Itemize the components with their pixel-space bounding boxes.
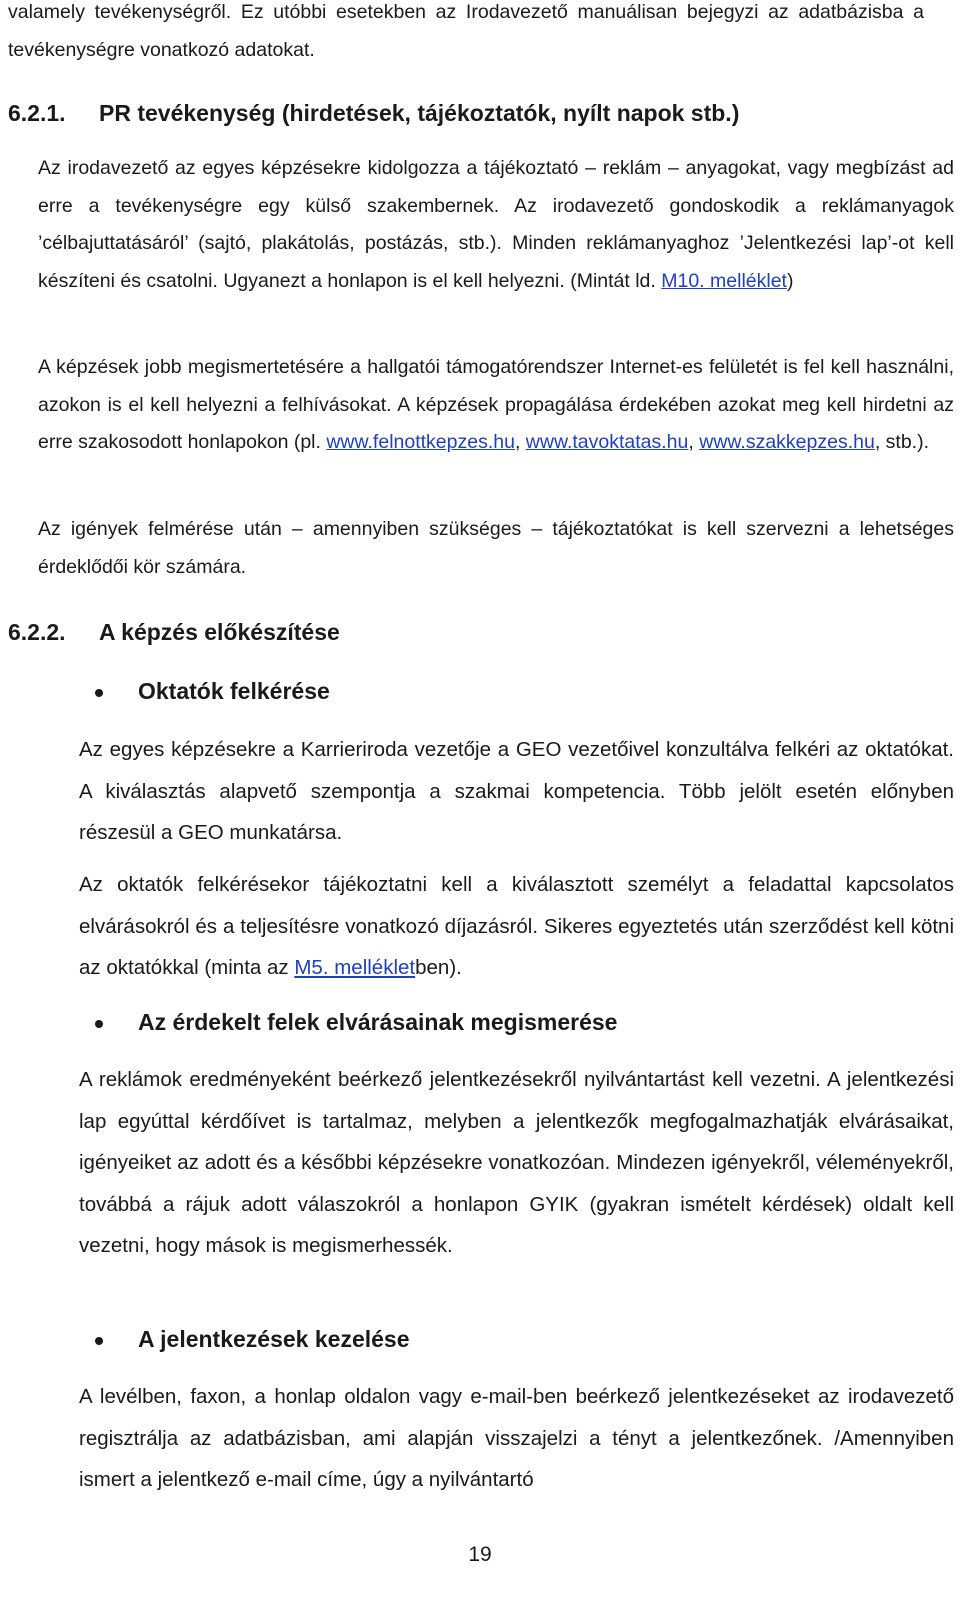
szakkepzes-link[interactable]: www.szakkepzes.hu bbox=[699, 431, 875, 453]
oktatok-paragraph-1: Az egyes képzésekre a Karrieriroda vezetője a GEO vezetőivel konzultálva felkéri az oktatókat. A kiválasztás alapvető szempontja a szakmai kompetencia. Több jelölt esetén előnyben részesül a GEO munkatársa. bbox=[79, 738, 954, 844]
section-heading-6-2-1 bbox=[8, 98, 739, 128]
oktatok-paragraph-2: Az oktatók felkérésekor tájékoztatni kell a kiválasztott személyt a feladattal kapcsolatos elvárásokról és a teljesítésre vonatkozó díjazásról. Sikeres egyeztetés után szerződést kell kötni az oktatókkal (minta az M5. mellékletben). bbox=[79, 873, 954, 979]
bullet-icon bbox=[95, 1020, 103, 1028]
m5-annex-link[interactable]: M5. melléklet bbox=[294, 956, 416, 979]
bullet-icon bbox=[95, 689, 103, 697]
intro-paragraph: valamely tevékenységről. Ez utóbbi esetekben az Irodavezető manuálisan bejegyzi az adatbázisba a tevékenységre vonatkozó adatokat. bbox=[8, 1, 924, 61]
bullet-heading-oktatok: Oktatók felkérése bbox=[95, 676, 330, 706]
bullet-heading-jelentkezesek: A jelentkezések kezelése bbox=[95, 1324, 410, 1354]
section-title: A képzés előkészítése bbox=[99, 619, 340, 645]
section-heading-6-2-2 bbox=[8, 617, 340, 647]
page-number: 19 bbox=[468, 1543, 492, 1566]
tavoktatas-link[interactable]: www.tavoktatas.hu bbox=[525, 431, 689, 453]
pr-paragraph-2: A képzések jobb megismertetésére a hallgatói támogatórendszer Internet-es felületét is fel kell használni, azokon is el kell helyezni a felhívásokat. A képzések propagálása érdekében azokat meg kell hirdetni az erre szakosodott honlapokon (pl. www.felnottkepzes.hu, www.tavoktatas.hu, www.szakkepzes.hu, stb.). bbox=[38, 356, 954, 453]
section-number: 6.2.2. bbox=[8, 619, 66, 645]
pr-paragraph-1: Az irodavezető az egyes képzésekre kidolgozza a tájékoztató – reklám – anyagokat, vagy megbízást ad erre a tevékenységre egy külső szakembernek. Az irodavezető gondoskodik a reklámanyagok ’célbajuttatásáról’ (sajtó, plakátolás, postázás, stb.). Minden reklámanyaghoz ’Jelentkezési lap’-ot kell készíteni és csatolni. Ugyanezt a honlapon is el kell helyezni. (Mintát ld. M10. melléklet) bbox=[38, 157, 954, 292]
jelentkezesek-paragraph: A levélben, faxon, a honlap oldalon vagy e-mail-ben beérkező jelentkezéseket az irodavezető regisztrálja az adatbázisban, ami alapján visszajelzi a tényt a jelentkezőnek. /Amennyiben ismert a jelentkező e-mail címe, úgy a nyilvántartó bbox=[79, 1385, 954, 1491]
bullet-heading-elvarasok: Az érdekelt felek elvárásainak megismerése bbox=[95, 1007, 617, 1037]
section-number: 6.2.1. bbox=[8, 100, 66, 126]
m10-annex-link[interactable]: M10. melléklet bbox=[661, 269, 787, 292]
section-title: PR tevékenység (hirdetések, tájékoztatók, nyílt napok stb.) bbox=[99, 100, 740, 126]
bullet-icon bbox=[95, 1337, 103, 1345]
felnottkepzes-link[interactable]: www.felnottkepzes.hu bbox=[326, 431, 515, 453]
pr-paragraph-3: Az igények felmérése után – amennyiben szükséges – tájékoztatókat is kell szervezni a lehetséges érdeklődői kör számára. bbox=[38, 518, 954, 578]
elvarasok-paragraph: A reklámok eredményeként beérkező jelentkezésekről nyilvántartást kell vezetni. A jelentkezési lap egyúttal kérdőívet is tartalmaz, melyben a jelentkezők megfogalmazhatják elvárásaikat, igényeiket az adott és a későbbi képzésekre vonatkozóan. Mindezen igényekről, véleményekről, továbbá a rájuk adott válaszokról a honlapon GYIK (gyakran ismételt kérdések) oldalt kell vezetni, hogy mások is megismerhessék. bbox=[79, 1068, 954, 1257]
